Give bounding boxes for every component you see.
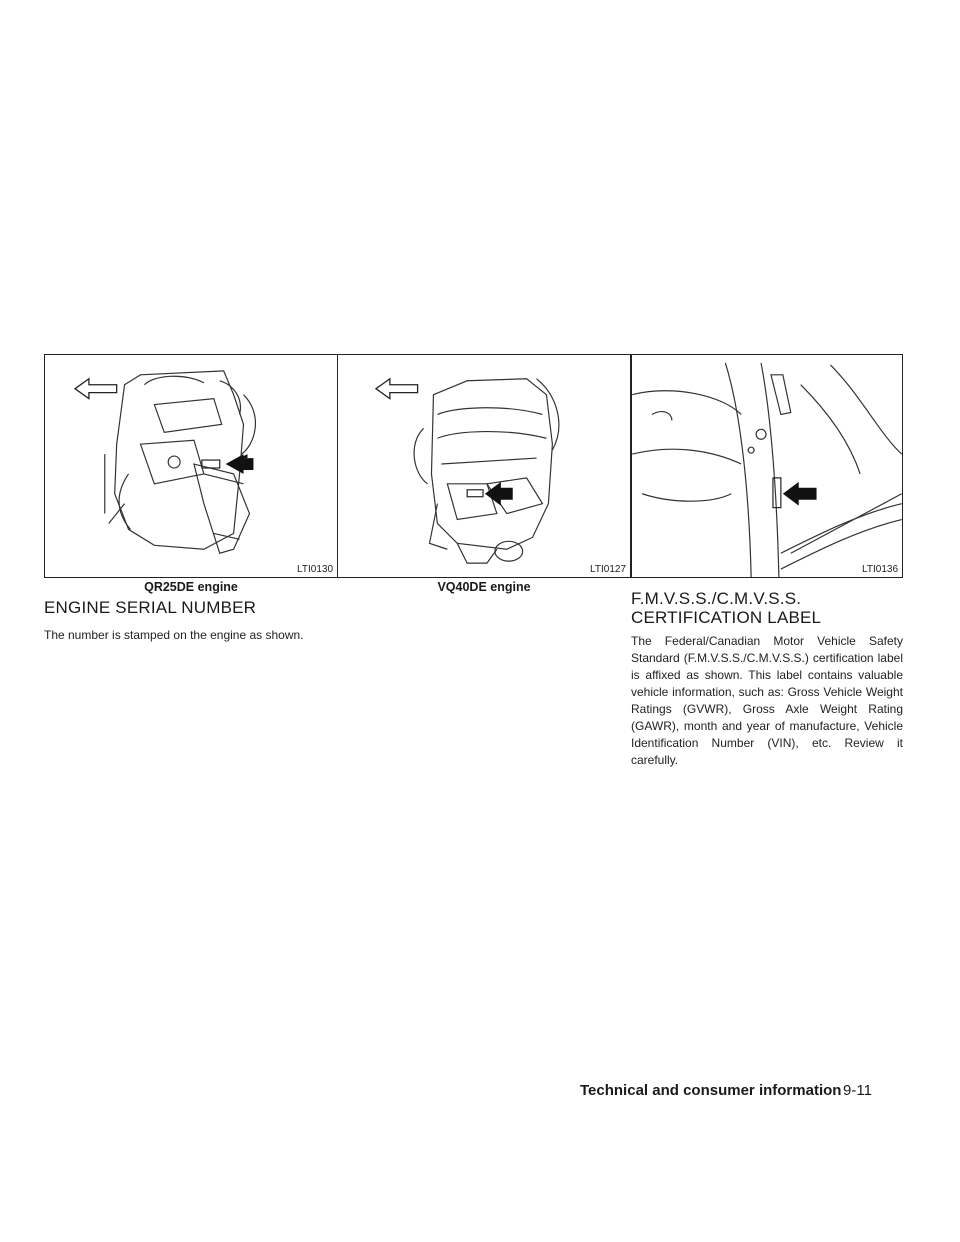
figure-code: LTI0127 [590,564,626,575]
heading-line-2: CERTIFICATION LABEL [631,608,822,627]
figure-qr25de-engine [44,354,338,578]
certification-label-text: The Federal/Canadian Motor Vehicle Safety Standard (F.M.V.S.S./C.M.V.S.S.) certification label is affixed as shown. This label contains valuable vehicle information, such as: Gross Vehicle Weight Ratings (GVWR), Gross Axle Weight Rating (GAWR), month and year of manufacture, Vehicle Identification Number (VIN), etc. Review it carefully. [631,634,903,767]
figure-certification-label-location [631,354,903,578]
page-number: 9-11 [843,1082,872,1099]
footer-chapter-title: Technical and consumer information [580,1082,842,1099]
figure-caption-qr25de: QR25DE engine [144,580,238,594]
figure-vq40de-engine [337,354,631,578]
engine-illustration-qr25de [45,355,337,577]
door-pillar-illustration [632,355,902,577]
engine-illustration-vq40de [338,355,630,577]
figure-caption-vq40de: VQ40DE engine [437,580,531,594]
heading-line-1: F.M.V.S.S./C.M.V.S.S. [631,589,802,608]
figure-code: LTI0130 [297,564,333,575]
engine-serial-number-text: The number is stamped on the engine as shown. [44,628,304,642]
figure-code: LTI0136 [862,564,898,575]
section-heading-certification-label [631,589,821,627]
section-heading-engine-serial-number: ENGINE SERIAL NUMBER [44,598,257,617]
